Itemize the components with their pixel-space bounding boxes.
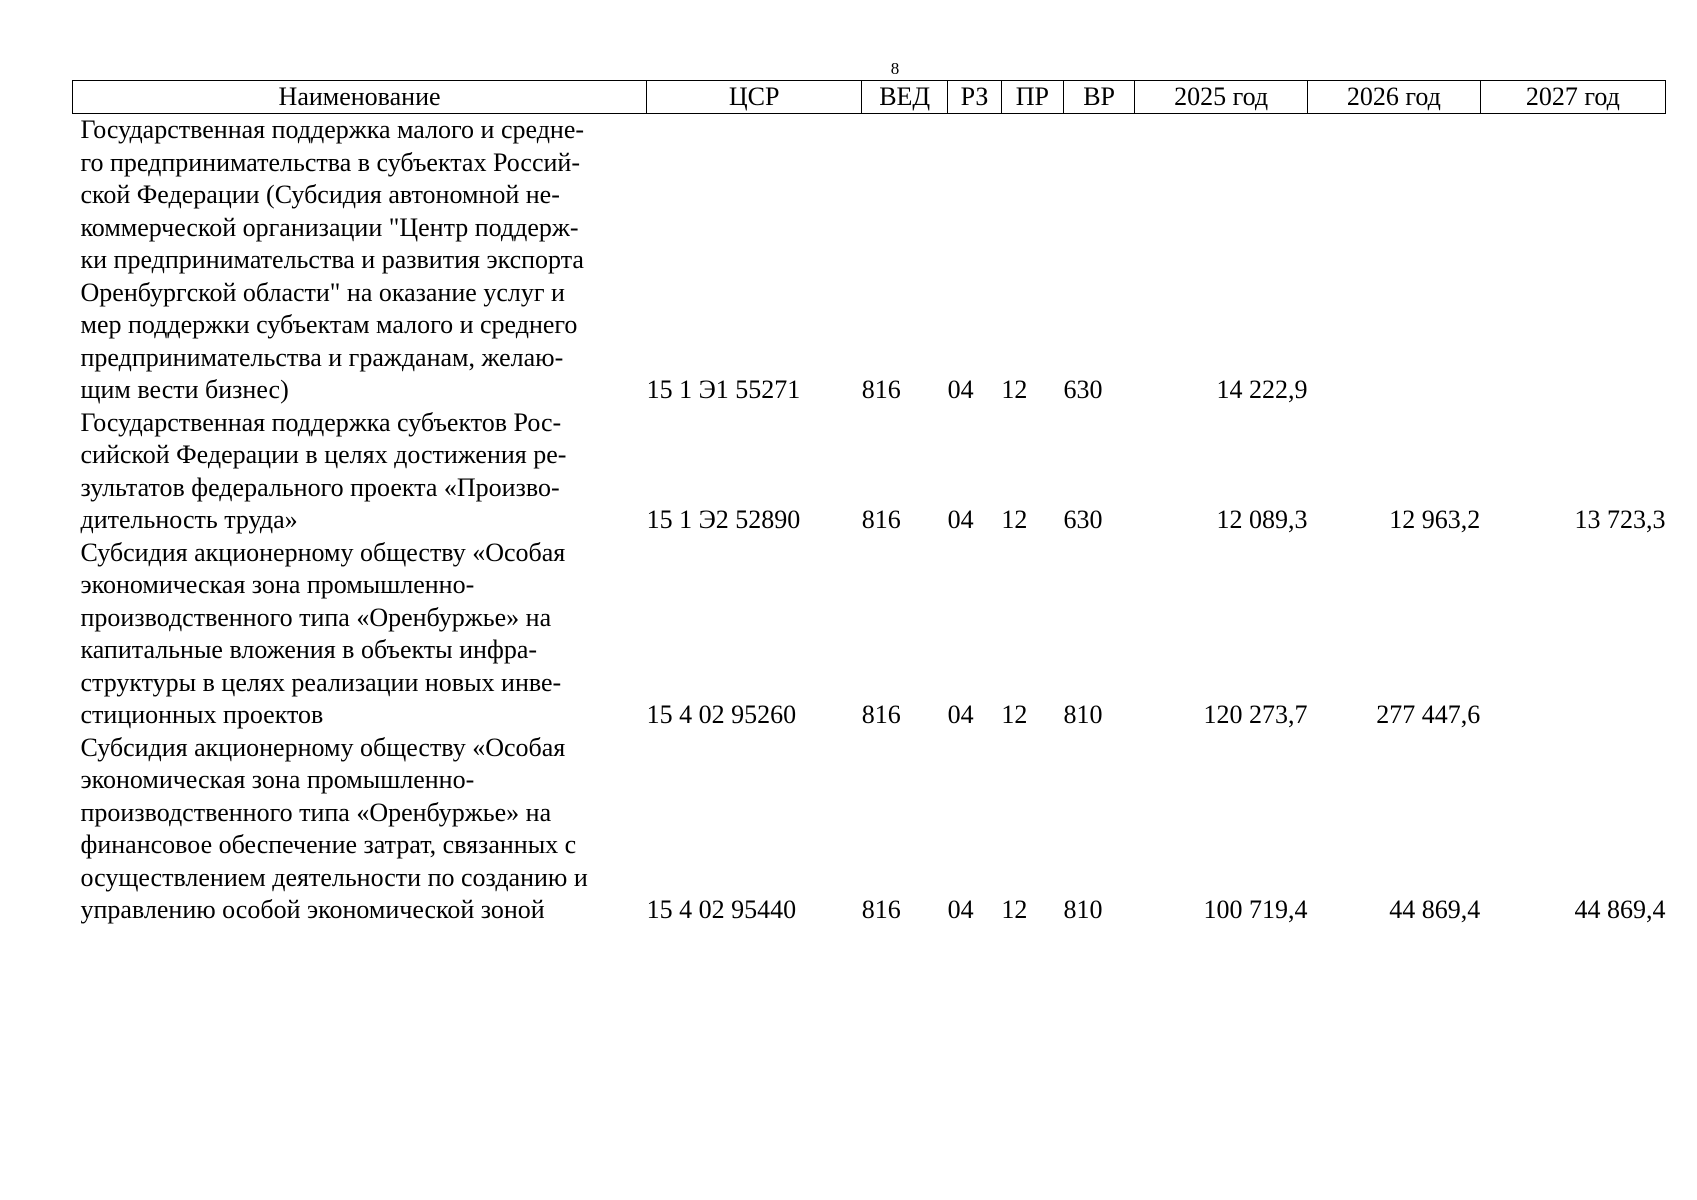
row-rz: 04 — [947, 895, 974, 924]
row-name-line: производственного типа «Оренбуржье» на — [80, 797, 552, 827]
table-row — [73, 537, 1666, 732]
table-header-row — [73, 81, 1666, 114]
row-rz: 04 — [947, 375, 974, 404]
header-vr: ВР — [1063, 81, 1134, 114]
row-name-line: Субсидия акционерному обществу «Особая — [80, 537, 566, 567]
row-csr: 15 4 02 95260 — [646, 700, 797, 729]
header-pr: ПР — [1001, 81, 1063, 114]
row-csr: 15 1 Э2 52890 — [646, 505, 801, 534]
row-vr: 630 — [1063, 505, 1103, 534]
row-pr: 12 — [1001, 895, 1028, 924]
row-name-line: производственного типа «Оренбуржье» на — [80, 602, 552, 632]
row-name-line: осуществлением деятельности по созданию и — [80, 862, 588, 892]
row-vr: 810 — [1063, 700, 1103, 729]
header-name: Наименование — [73, 81, 647, 114]
header-2025: 2025 год — [1135, 81, 1308, 114]
row-name-line: дительность труда» — [80, 505, 298, 534]
row-name — [73, 732, 647, 927]
row-name-line: финансовое обеспечение затрат, связанных с — [80, 830, 577, 859]
page-number: 8 — [890, 59, 900, 78]
header-ved: ВЕД — [862, 81, 948, 114]
row-amount-2026 — [1308, 114, 1481, 407]
row-amount-2025: 12 089,3 — [1216, 505, 1308, 534]
row-name-line: стиционных проектов — [80, 700, 324, 729]
row-name-line: коммерческой организации "Центр поддерж- — [80, 212, 579, 242]
row-rz: 04 — [947, 700, 974, 729]
budget-table — [72, 80, 1666, 927]
row-amount-2025: 14 222,9 — [1216, 375, 1308, 404]
row-csr: 15 4 02 95440 — [646, 895, 797, 924]
row-name-line: капитальные вложения в объекты инфра- — [80, 635, 538, 664]
row-name-line: управлению особой экономической зоной — [80, 895, 545, 924]
row-name-line: Субсидия акционерному обществу «Особая — [80, 732, 566, 762]
header-csr: ЦСР — [647, 81, 862, 114]
row-vr: 630 — [1063, 375, 1103, 404]
row-vr: 810 — [1063, 895, 1103, 924]
row-amount-2025: 100 719,4 — [1203, 895, 1308, 924]
row-amount-2027: 44 869,4 — [1574, 895, 1666, 924]
header-rz: РЗ — [948, 81, 1002, 114]
row-pr: 12 — [1001, 375, 1028, 404]
row-amount-2027 — [1480, 114, 1665, 407]
row-amount-2027: 13 723,3 — [1574, 505, 1666, 534]
row-name-line: щим вести бизнес) — [80, 375, 289, 404]
row-pr: 12 — [1001, 505, 1028, 534]
row-name-line: Государственная поддержка субъектов Рос- — [80, 407, 562, 437]
table-row — [73, 114, 1666, 407]
header-2026: 2026 год — [1308, 81, 1481, 114]
row-ved: 816 — [861, 505, 901, 534]
row-amount-2025: 120 273,7 — [1203, 700, 1308, 729]
row-name-line: мер поддержки субъектам малого и среднего — [80, 310, 578, 339]
header-2027: 2027 год — [1480, 81, 1665, 114]
table-row — [73, 407, 1666, 537]
row-name — [73, 114, 647, 407]
row-name-line: ской Федерации (Субсидия автономной не- — [80, 180, 560, 209]
row-ved: 816 — [861, 895, 901, 924]
row-ved: 816 — [861, 375, 901, 404]
row-name-line: экономическая зона промышленно- — [80, 765, 475, 794]
row-csr: 15 1 Э1 55271 — [646, 375, 801, 404]
row-name-line: Государственная поддержка малого и средне- — [80, 115, 585, 144]
row-amount-2027 — [1480, 537, 1665, 732]
row-name-line: зультатов федерального проекта «Произво- — [80, 472, 560, 502]
row-name-line: сийской Федерации в целях достижения ре- — [80, 440, 567, 469]
row-rz: 04 — [947, 505, 974, 534]
row-amount-2026: 12 963,2 — [1389, 505, 1481, 534]
row-amount-2026: 277 447,6 — [1376, 700, 1481, 729]
row-name — [73, 407, 647, 537]
row-name-line: структуры в целях реализации новых инве- — [80, 667, 562, 697]
row-name — [73, 537, 647, 732]
row-ved: 816 — [861, 700, 901, 729]
table-body — [73, 114, 1666, 927]
row-pr: 12 — [1001, 700, 1028, 729]
row-amount-2026: 44 869,4 — [1389, 895, 1481, 924]
table-row — [73, 732, 1666, 927]
row-name-line: экономическая зона промышленно- — [80, 570, 475, 599]
row-name-line: предпринимательства и гражданам, желаю- — [80, 342, 564, 372]
row-name-line: Оренбургской области" на оказание услуг и — [80, 277, 565, 307]
row-name-line: ки предпринимательства и развития экспорта — [80, 245, 584, 274]
row-name-line: го предпринимательства в субъектах Россий- — [80, 147, 580, 177]
